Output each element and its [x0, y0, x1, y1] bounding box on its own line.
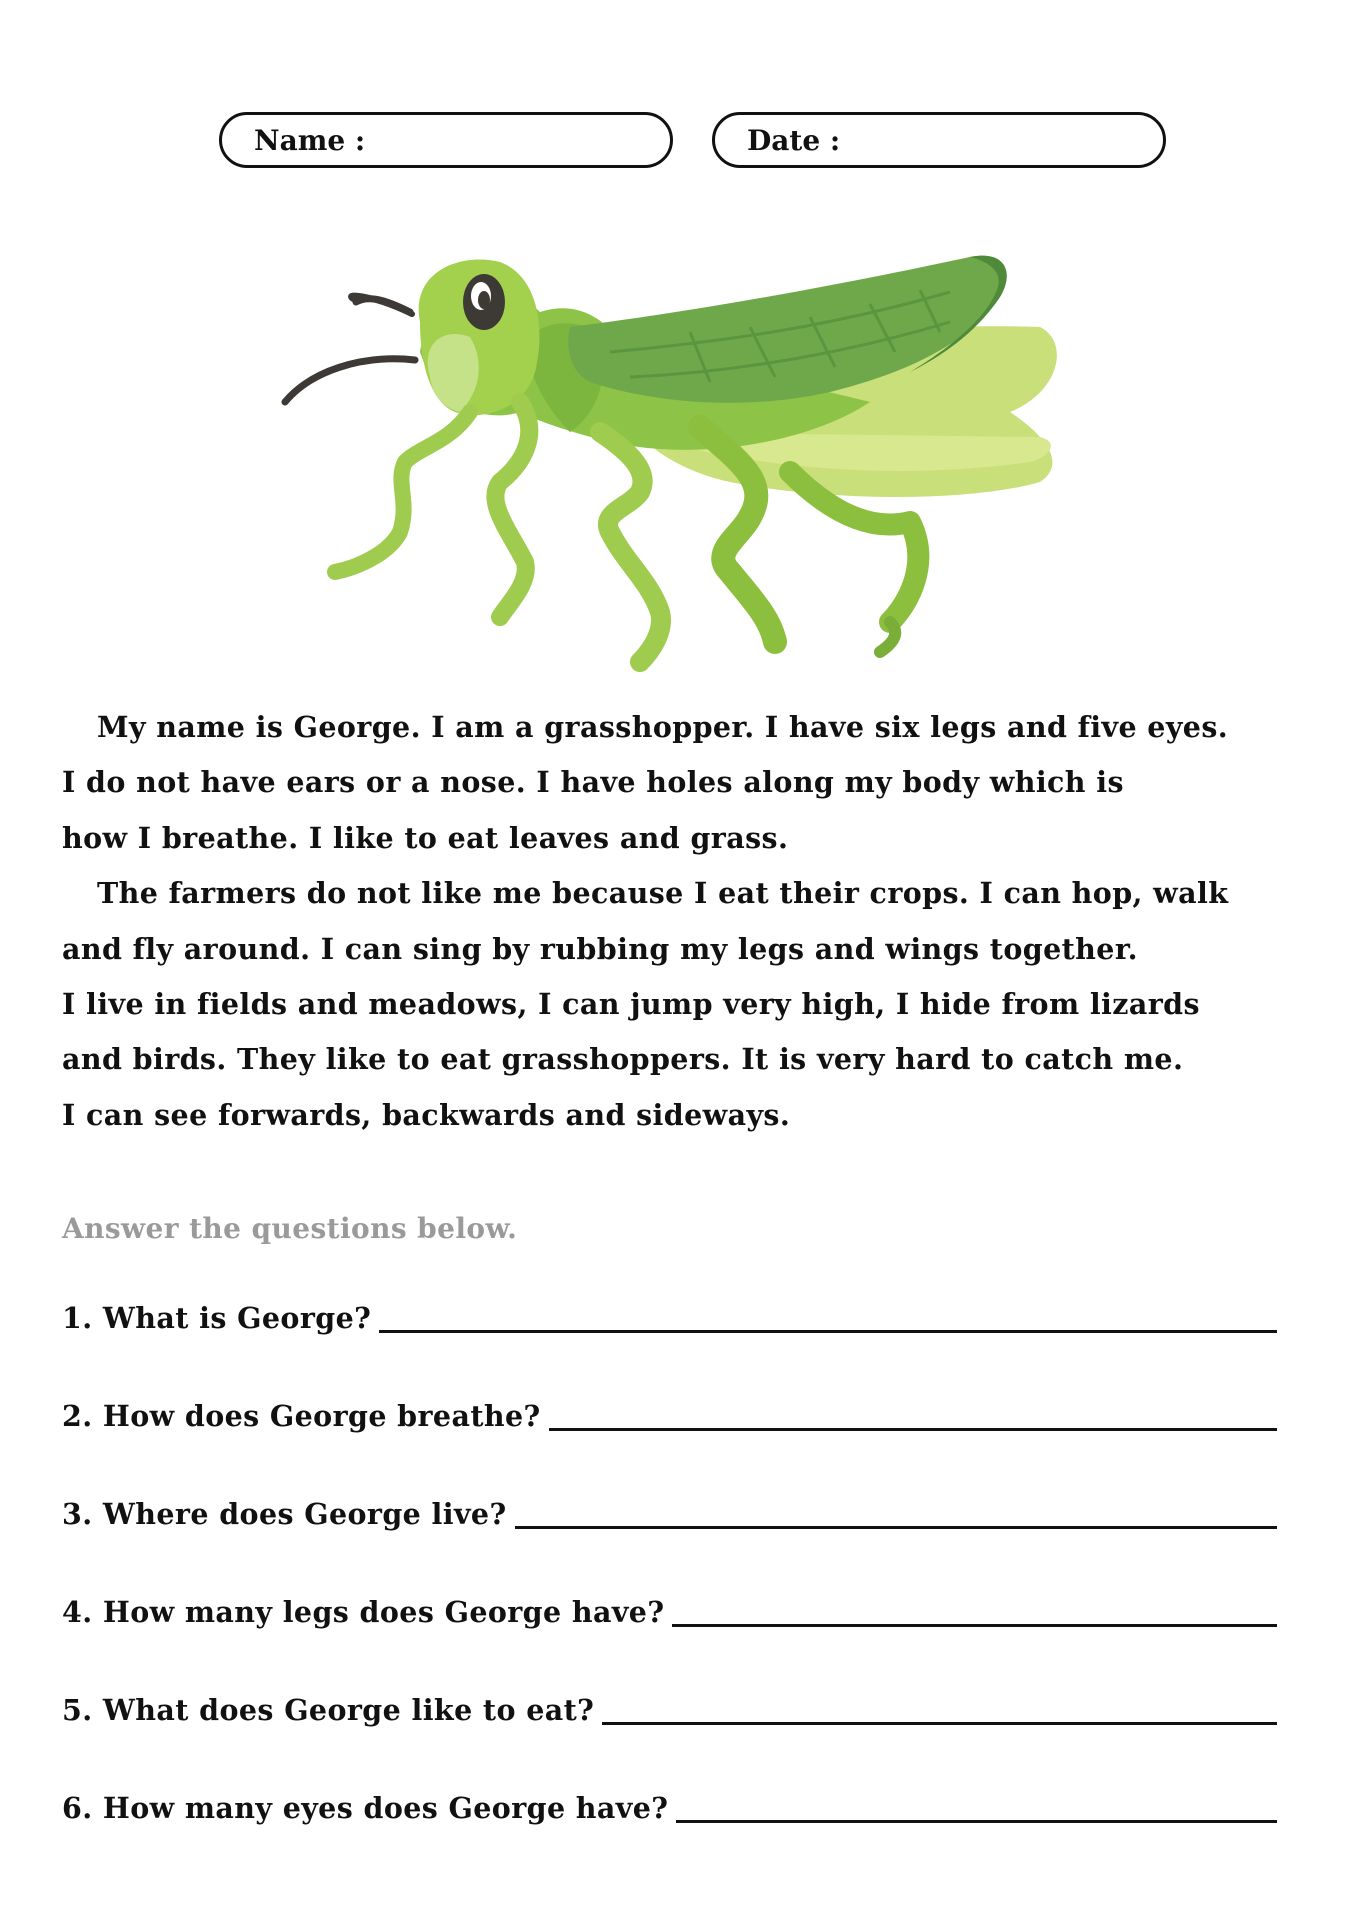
answer-line[interactable] [515, 1492, 1277, 1529]
question-text: 6. How many eyes does George have? [62, 1791, 669, 1825]
passage-line: I live in fields and meadows, I can jump very high, I hide from lizards [62, 987, 1200, 1022]
question-row [62, 1785, 1277, 1825]
passage-line: My name is George. I am a grasshopper. I have six legs and five eyes. [97, 710, 1229, 744]
passage-line: how I breathe. I like to eat leaves and grass. [62, 820, 789, 855]
passage-line: I do not have ears or a nose. I have holes along my body which is [62, 765, 1124, 800]
question-text: 5. What does George like to eat? [62, 1693, 595, 1727]
passage-line: The farmers do not like me because I eat their crops. I can hop, walk [97, 876, 1229, 911]
answer-line[interactable] [602, 1688, 1277, 1725]
name-field[interactable] [219, 112, 673, 168]
date-field[interactable] [712, 112, 1166, 168]
date-label: Date : [747, 123, 841, 157]
answer-line[interactable] [549, 1394, 1277, 1431]
question-row [62, 1295, 1277, 1335]
question-text: 4. How many legs does George have? [62, 1595, 665, 1629]
question-text: 1. What is George? [62, 1301, 372, 1335]
question-row [62, 1687, 1277, 1727]
question-text: 3. Where does George live? [62, 1497, 507, 1531]
question-row [62, 1393, 1277, 1433]
grasshopper-illustration [270, 232, 1090, 682]
passage-line: and fly around. I can sing by rubbing my legs and wings together. [62, 931, 1138, 966]
reading-passage [62, 700, 1312, 1143]
question-text: 2. How does George breathe? [62, 1399, 541, 1433]
answer-line[interactable] [379, 1296, 1277, 1333]
question-row [62, 1491, 1277, 1531]
name-label: Name : [254, 123, 366, 157]
answer-line[interactable] [676, 1786, 1277, 1823]
instructions-heading: Answer the questions below. [62, 1212, 518, 1245]
question-row [62, 1589, 1277, 1629]
passage-line: and birds. They like to eat grasshoppers. It is very hard to catch me. [62, 1042, 1184, 1077]
answer-line[interactable] [672, 1590, 1277, 1627]
passage-line: I can see forwards, backwards and sideways. [62, 1097, 791, 1132]
